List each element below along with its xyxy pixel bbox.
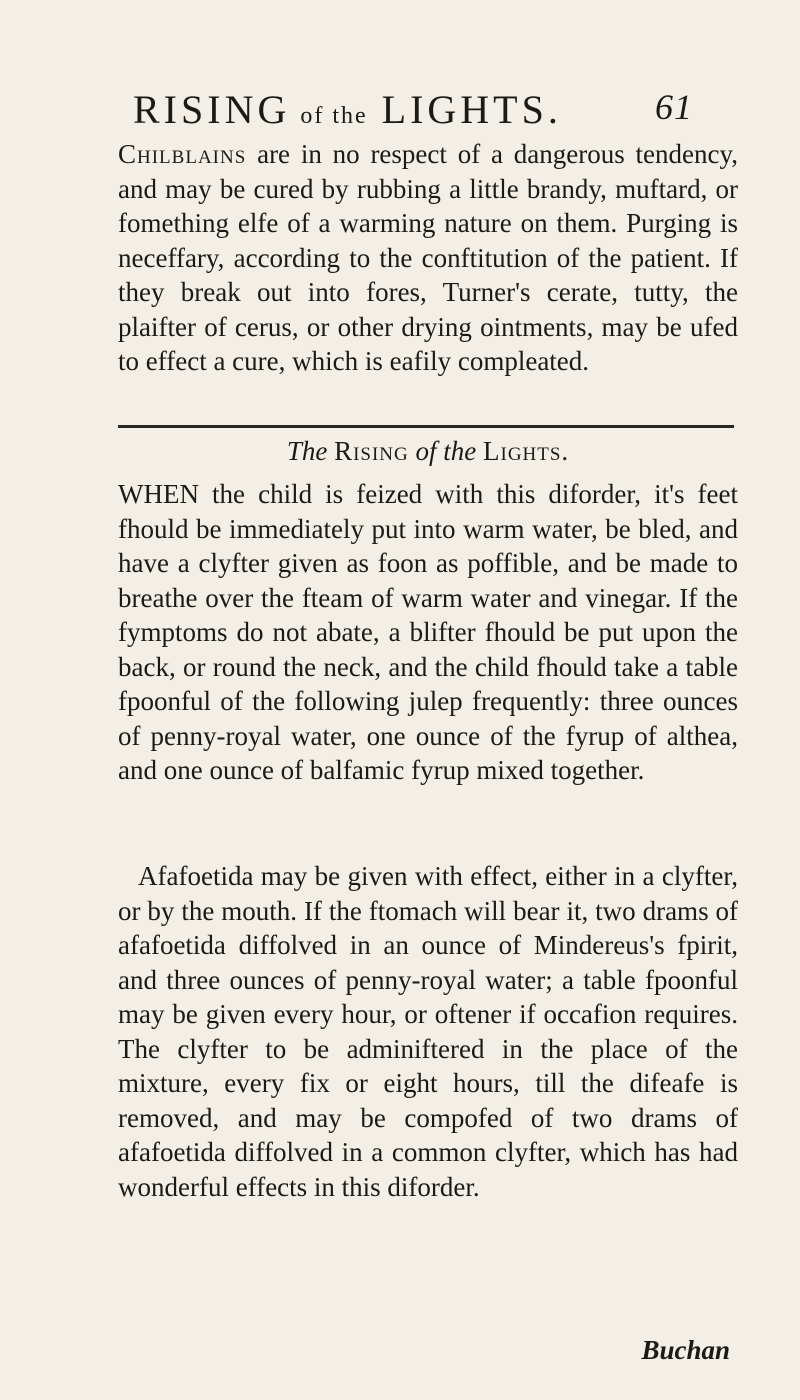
- section-title-rising: Rising: [334, 436, 409, 466]
- section-title-the: The: [286, 436, 328, 466]
- asafoetida-paragraph: [118, 859, 738, 1204]
- running-head-rising: RISING: [133, 87, 291, 132]
- rising-lights-paragraph: [118, 477, 738, 788]
- running-head-of-the: of the: [300, 103, 368, 129]
- chilblains-lead-word: Chilblains: [118, 139, 247, 169]
- asafoetida-text: Afafoetida may be given with effect, either in a clyfter, or by the mouth. If the ftomach will bear it, two drams of afafoetida diffolved in an ounce of Mindereus's fpirit, and three ounces of penny-royal water; a table fpoonful may be given every hour, or oftener if occafion requires. The clyfter to be adminiftered in the place of the mixture, every fix or eight hours, till the difeafe is removed, and may be compofed of two drams of afafoetida diffolved in a common clyfter, which has had wonderful effects in this diforder.: [118, 861, 738, 1202]
- running-head-lights: LIGHTS.: [381, 87, 562, 132]
- section-title-lights: Lights.: [483, 436, 570, 466]
- chilblains-paragraph: [118, 137, 738, 379]
- running-head: [133, 86, 693, 133]
- section-title-of-the: of the: [415, 436, 477, 466]
- catchword: Buchan: [641, 1335, 730, 1365]
- page-number: 61: [655, 87, 693, 127]
- rising-lights-text: WHEN the child is feized with this diforder, it's feet fhould be immediately put into warm water, be bled, and have a clyfter given as foon as poffible, and be made to breathe over the fteam of warm water and vinegar. If the fymptoms do not abate, a blifter fhould be put upon the back, or round the neck, and the child fhould take a table fpoonful of the following julep frequently: three ounces of penny-royal water, one ounce of the fyrup of althea, and one ounce of balfamic fyrup mixed together.: [118, 479, 738, 785]
- section-divider-rule: [118, 425, 734, 428]
- section-title: [118, 436, 738, 467]
- chilblains-text: are in no respect of a dangerous tendency, and may be cured by rubbing a little brandy, muftard, or fomething elfe of a warming nature on them. Purging is neceffary, according to the conftitution of the patient. If they break out into fores, Turner's cerate, tutty, the plaifter of cerus, or other drying ointments, may be ufed to effect a cure, which is eafily compleated.: [118, 139, 738, 376]
